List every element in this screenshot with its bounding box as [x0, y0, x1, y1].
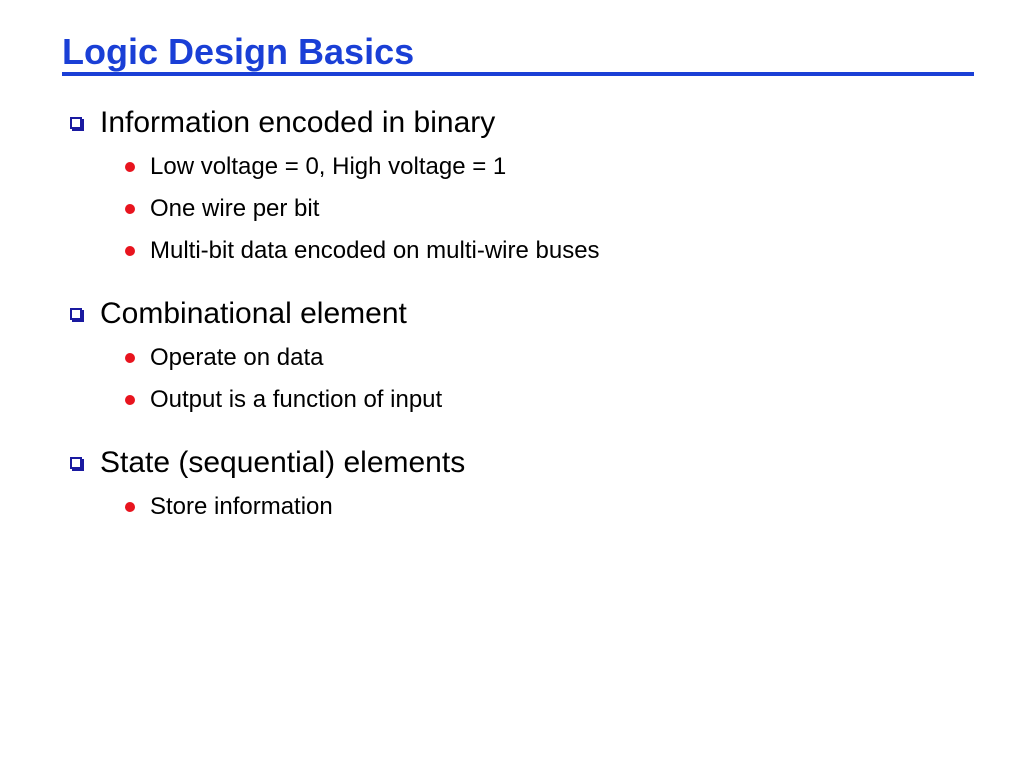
sub-bullet-item — [68, 230, 968, 272]
dot-bullet-icon — [125, 204, 135, 214]
bullet-item — [68, 100, 968, 272]
bullet-item — [68, 440, 968, 528]
sub-bullet-list — [68, 337, 968, 421]
checkbox-bullet-icon — [70, 308, 82, 320]
title-underline — [62, 72, 974, 76]
sub-bullet-text: Operate on data — [150, 344, 324, 371]
bullet-text: Information encoded in binary — [100, 106, 496, 139]
dot-bullet-icon — [125, 162, 135, 172]
dot-bullet-icon — [125, 395, 135, 405]
sub-bullet-list — [68, 146, 968, 272]
bullet-text: Combinational element — [100, 297, 407, 330]
sub-bullet-item — [68, 379, 968, 421]
sub-bullet-item — [68, 337, 968, 379]
bullet-text: State (sequential) elements — [100, 446, 466, 479]
dot-bullet-icon — [125, 353, 135, 363]
sub-bullet-list — [68, 486, 968, 528]
dot-bullet-icon — [125, 246, 135, 256]
dot-bullet-icon — [125, 502, 135, 512]
sub-bullet-item — [68, 188, 968, 230]
bullet-item — [68, 291, 968, 421]
sub-bullet-item — [68, 146, 968, 188]
sub-bullet-text: Multi-bit data encoded on multi-wire buses — [150, 237, 600, 264]
bullet-row — [68, 100, 968, 146]
checkbox-bullet-icon — [70, 117, 82, 129]
checkbox-bullet-icon — [70, 457, 82, 469]
sub-bullet-text: Low voltage = 0, High voltage = 1 — [150, 153, 507, 180]
sub-bullet-text: One wire per bit — [150, 195, 320, 222]
slide-title: Logic Design Basics — [62, 31, 415, 72]
bullet-list — [68, 100, 968, 528]
bullet-row — [68, 440, 968, 486]
sub-bullet-item — [68, 486, 968, 528]
sub-bullet-text: Store information — [150, 493, 333, 520]
bullet-row — [68, 291, 968, 337]
sub-bullet-text: Output is a function of input — [150, 386, 443, 413]
